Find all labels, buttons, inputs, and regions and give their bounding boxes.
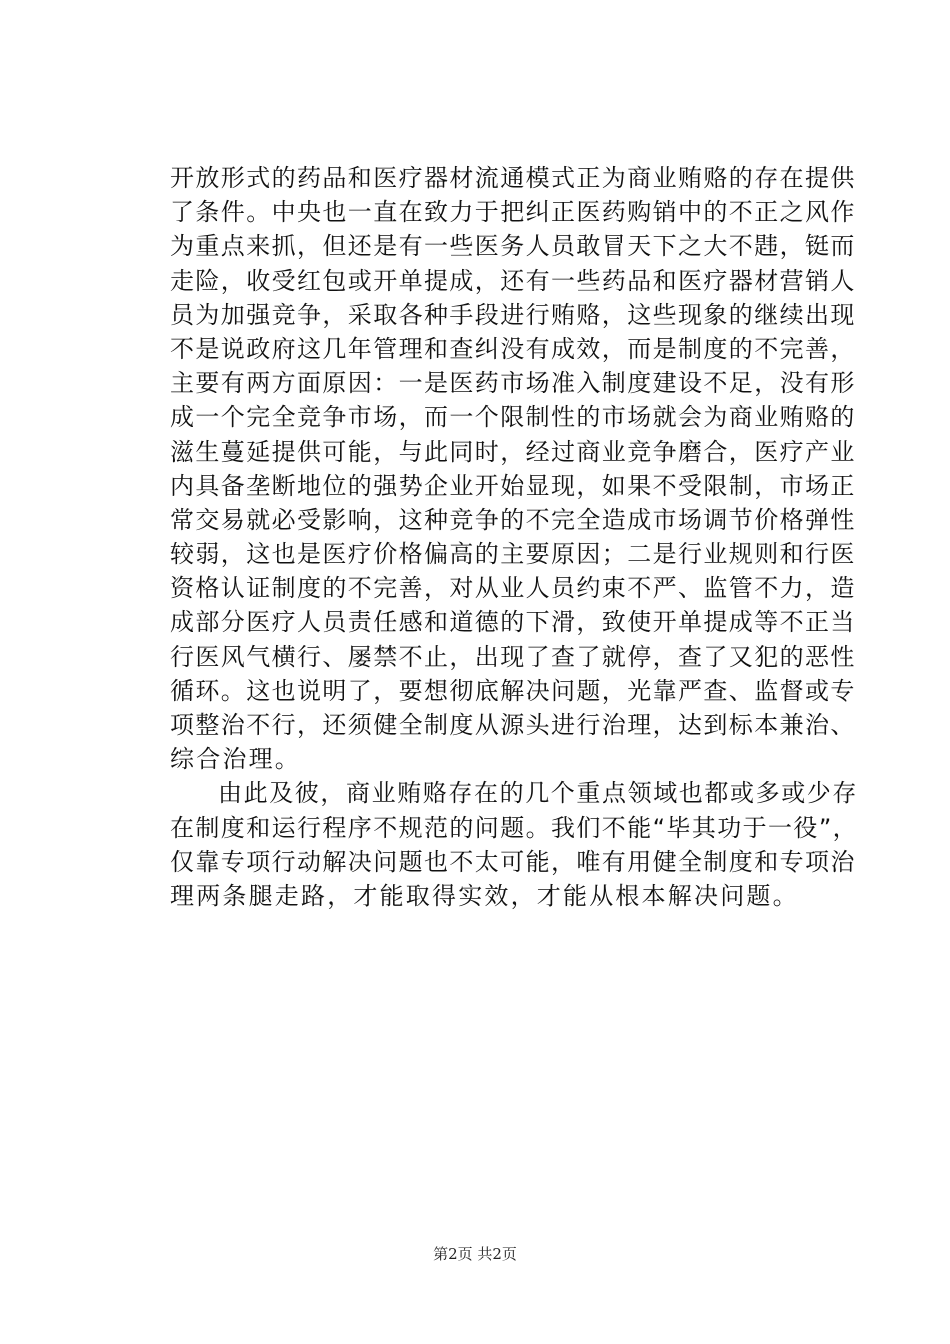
body-text bbox=[170, 161, 860, 913]
text-line: 在制度和运行程序不规范的问题。我们不能“毕其功于一役”， bbox=[170, 813, 859, 842]
text-line: 滋生蔓延提供可能，与此同时，经过商业竞争磨合，医疗产业 bbox=[170, 437, 856, 466]
text-line: 较弱，这也是医疗价格偏高的主要原因；二是行业规则和行医 bbox=[170, 540, 856, 569]
text-line: 不是说政府这几年管理和查纠没有成效，而是制度的不完善， bbox=[170, 334, 856, 363]
text-line: 常交易就必受影响，这种竞争的不完全造成市场调节价格弹性 bbox=[170, 505, 856, 534]
text-line: 了条件。中央也一直在致力于把纠正医药购销中的不正之风作 bbox=[170, 198, 856, 227]
text-line: 由此及彼，商业贿赂存在的几个重点领域也都或多或少存 bbox=[218, 779, 858, 808]
text-line: 内具备垄断地位的强势企业开始显现，如果不受限制，市场正 bbox=[170, 471, 856, 500]
text-line: 成部分医疗人员责任感和道德的下滑，致使开单提成等不正当 bbox=[170, 608, 856, 637]
text-line: 循环。这也说明了，要想彻底解决问题，光靠严查、监督或专 bbox=[170, 676, 856, 705]
text-line: 主要有两方面原因：一是医药市场准入制度建设不足，没有形 bbox=[170, 369, 856, 398]
text-line: 行医风气横行、屡禁不止，出现了查了就停，查了又犯的恶性 bbox=[170, 642, 856, 671]
paragraph-1 bbox=[170, 161, 860, 776]
text-line: 走险，收受红包或开单提成，还有一些药品和医疗器材营销人 bbox=[170, 266, 856, 295]
text-line: 理两条腿走路，才能取得实效，才能从根本解决问题。 bbox=[170, 881, 799, 910]
paragraph-2 bbox=[170, 776, 860, 913]
text-line: 成一个完全竞争市场，而一个限制性的市场就会为商业贿赂的 bbox=[170, 403, 856, 432]
text-line: 综合治理。 bbox=[170, 745, 301, 774]
text-line: 仅靠专项行动解决问题也不太可能，唯有用健全制度和专项治 bbox=[170, 847, 856, 876]
page-number-footer: 第2页 共2页 bbox=[433, 1245, 517, 1263]
text-line: 开放形式的药品和医疗器材流通模式正为商业贿赂的存在提供 bbox=[170, 164, 856, 192]
text-line: 员为加强竞争，采取各种手段进行贿赂，这些现象的继续出现 bbox=[170, 300, 856, 329]
text-line: 项整治不行，还须健全制度从源头进行治理，达到标本兼治、 bbox=[170, 711, 856, 739]
text-line: 为重点来抓，但还是有一些医务人员敢冒天下之大不韪，铤而 bbox=[170, 232, 856, 261]
text-line: 资格认证制度的不完善，对从业人员约束不严、监管不力，造 bbox=[170, 574, 856, 603]
